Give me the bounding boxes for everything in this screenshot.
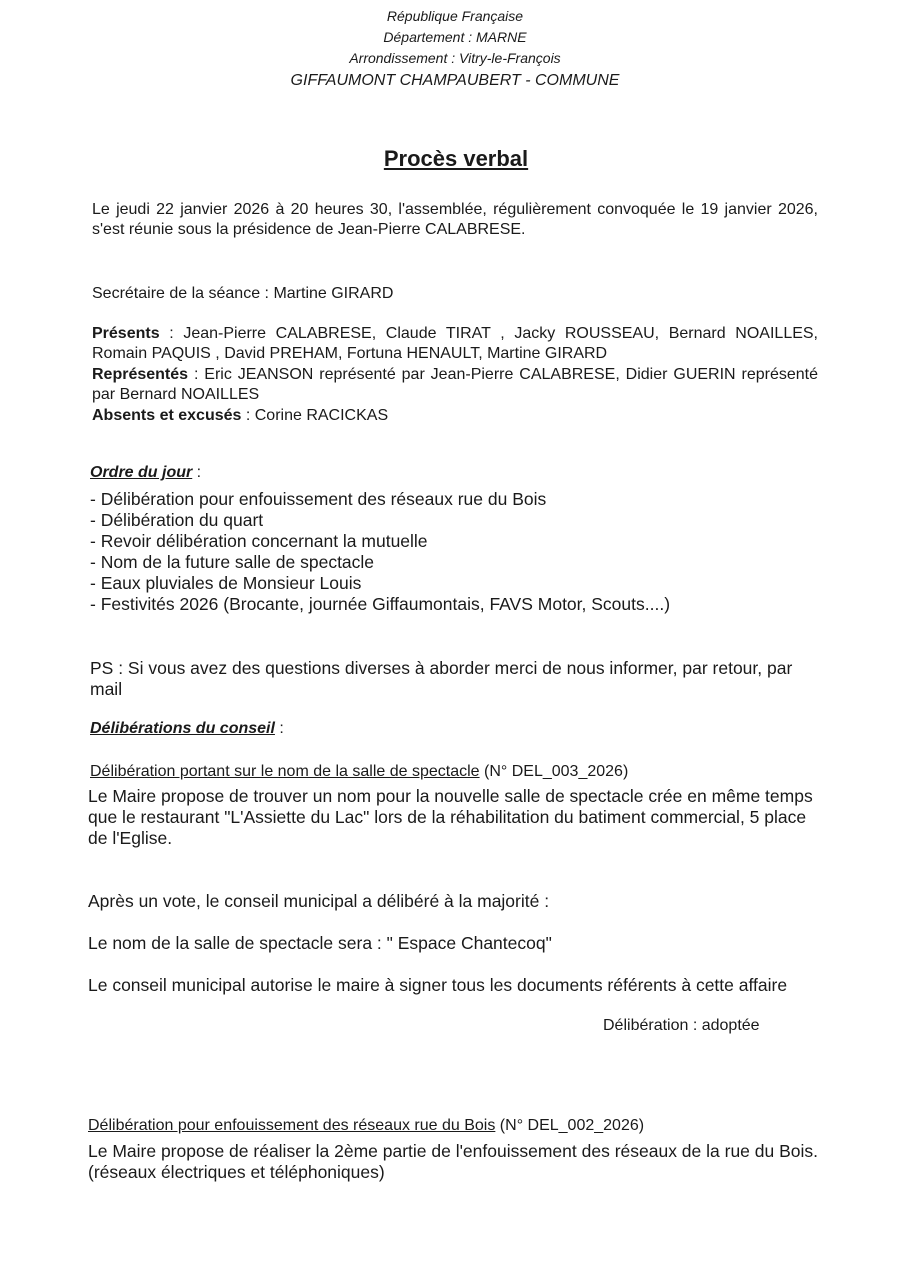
absent-block [92, 406, 818, 426]
represented-list: : Eric JEANSON représenté par Jean-Pierre CALABRESE, Didier GUERIN représenté par Bernard NOAILLES [92, 366, 818, 403]
represented-label: Représentés [92, 366, 189, 383]
attendance-block [92, 324, 818, 364]
secretary-line: Secrétaire de la séance : Martine GIRARD [92, 285, 394, 302]
agenda-heading [90, 463, 201, 483]
deliberation-1-authorization: Le conseil municipal autorise le maire à signer tous les documents référents à cette affaire [88, 975, 788, 995]
agenda-list [90, 489, 830, 615]
deliberation-2-heading [88, 1116, 644, 1136]
deliberation-1-ref: (N° DEL_003_2026) [479, 763, 629, 780]
represented-block [92, 365, 818, 405]
presents-label: Présents [92, 325, 160, 342]
deliberations-label: Délibérations du conseil [90, 720, 275, 737]
deliberation-1-name: Le nom de la salle de spectacle sera : " Espace Chantecoq" [88, 933, 552, 953]
ps-note: PS : Si vous avez des questions diverses à aborder merci de nous informer, par retour, par mail [90, 658, 793, 699]
deliberation-1-vote: Après un vote, le conseil municipal a délibéré à la majorité : [88, 891, 550, 911]
header-republic: République Française [386, 8, 524, 24]
agenda-label: Ordre du jour [90, 464, 193, 481]
presents-list: : Jean-Pierre CALABRESE, Claude TIRAT , Jacky ROUSSEAU, Bernard NOAILLES, Romain PAQUIS , David PREHAM, Fortuna HENAULT, Martine GIRARD [92, 325, 818, 362]
agenda-suffix: : [192, 464, 202, 481]
deliberation-2-body: Le Maire propose de réaliser la 2ème partie de l'enfouissement des réseaux de la rue du Bois. (réseaux électriques et téléphoniques) [88, 1141, 819, 1182]
agenda-item: - Eaux pluviales de Monsieur Louis [90, 573, 362, 593]
agenda-item: - Festivités 2026 (Brocante, journée Giffaumontais, FAVS Motor, Scouts....) [90, 594, 671, 614]
intro-paragraph: Le jeudi 22 janvier 2026 à 20 heures 30, l'assemblée, régulièrement convoquée le 19 janvier 2026, s'est réunie sous la présidence de Jean-Pierre CALABRESE. [92, 201, 818, 238]
agenda-item: - Revoir délibération concernant la mutuelle [90, 531, 428, 551]
header-commune: GIFFAUMONT CHAMPAUBERT - COMMUNE [290, 72, 620, 89]
agenda-item: - Nom de la future salle de spectacle [90, 552, 375, 572]
absent-label: Absents et excusés [92, 407, 242, 424]
deliberations-heading [90, 719, 284, 739]
agenda-item: - Délibération pour enfouissement des réseaux rue du Bois [90, 489, 547, 509]
deliberation-1-heading [90, 762, 628, 782]
deliberation-2-title: Délibération pour enfouissement des réseaux rue du Bois [88, 1117, 496, 1134]
deliberation-1-body: Le Maire propose de trouver un nom pour la nouvelle salle de spectacle crée en même temps que le restaurant "L'Assiette du Lac" lors de la réhabilitation du batiment commercial, 5 place de l'Eglise. [88, 786, 813, 848]
agenda-item: - Délibération du quart [90, 510, 264, 530]
deliberation-1-status: Délibération : adoptée [603, 1017, 760, 1034]
deliberation-1-title: Délibération portant sur le nom de la salle de spectacle [90, 763, 480, 780]
page-title: Procès verbal [383, 146, 529, 171]
header-arrondissement: Arrondissement : Vitry-le-François [349, 50, 561, 66]
header-department: Département : MARNE [383, 29, 527, 45]
absent-list: : Corine RACICKAS [241, 407, 389, 424]
deliberations-suffix: : [274, 720, 284, 737]
deliberation-2-ref: (N° DEL_002_2026) [495, 1117, 645, 1134]
